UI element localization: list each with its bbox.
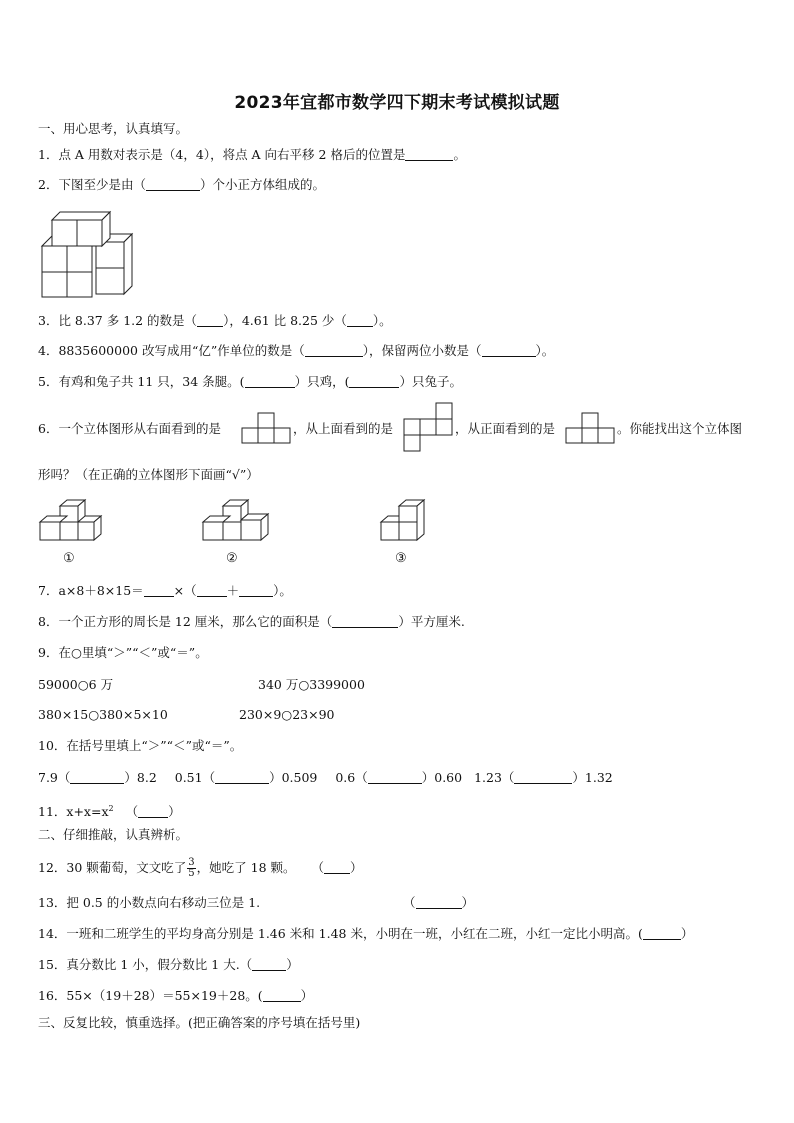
q10-item-3-a: 0.6（ (335, 770, 368, 785)
q1-answer-blank[interactable] (405, 148, 453, 161)
q7-blank-2[interactable] (197, 584, 227, 597)
q15-text: 15．真分数比 1 小，假分数比 1 大.（ (38, 957, 253, 972)
option-1-solid (38, 498, 104, 546)
option-3-label[interactable]: ③ (395, 551, 407, 566)
question-9: 9．在○里填“＞”“＜”或“＝”。 (38, 645, 208, 660)
q16-blank[interactable] (263, 989, 301, 1002)
question-4 (38, 343, 554, 359)
q6-text-c: ，从正面看到的是 (455, 421, 556, 436)
q5-text: 5．有鸡和兔子共 11 只，34 条腿。( (38, 374, 245, 389)
front-view-figure (566, 413, 616, 445)
q3-text-mid: ），4.61 比 8.25 少（ (223, 313, 347, 328)
q10-blank-2[interactable] (215, 771, 269, 784)
q14-paren-close: ） (680, 926, 694, 941)
q16-paren-close: ） (300, 988, 314, 1003)
q2-text-end: ）个小正方体组成的。 (199, 177, 325, 192)
q3-blank-2[interactable] (347, 314, 373, 327)
page-title: 2023年宜都市数学四下期末考试模拟试题 (234, 93, 560, 113)
q12-text-b: ，她吃了 18 颗。 (196, 860, 296, 875)
q7-blank-3[interactable] (239, 584, 273, 597)
q7-text-c: ＋ (226, 583, 240, 598)
q6-text-d: 。你能找出这个立体图 (617, 421, 743, 436)
q10-item-4-a: 1.23（ (474, 770, 515, 785)
q13-blank[interactable] (416, 896, 462, 909)
q6-text-e: 形吗？（在正确的立体图形下面画“√”） (38, 467, 259, 482)
q11-superscript: 2 (108, 804, 114, 813)
q12-denominator: 5 (188, 868, 195, 879)
q10-item-1-a: 7.9（ (38, 770, 71, 785)
q8-text-end: ）平方厘米. (398, 614, 465, 629)
q3-blank-1[interactable] (197, 314, 223, 327)
q2-text: 2．下图至少是由（ (38, 177, 146, 192)
section-3-heading: 三、反复比较，慎重选择。(把正确答案的序号填在括号里) (38, 1015, 361, 1030)
q5-blank-1[interactable] (245, 375, 295, 388)
q12-fraction (187, 858, 195, 879)
q11-text: 11．x+x=x (38, 804, 109, 820)
q5-text-end: ）只兔子。 (399, 374, 462, 389)
q5-blank-2[interactable] (349, 375, 399, 388)
option-2-label[interactable]: ② (226, 551, 238, 566)
q12-text: 12．30 颗葡萄，文文吃了 (38, 860, 187, 875)
q10-blank-4[interactable] (514, 771, 572, 784)
q5-text-mid: ）只鸡，( (294, 374, 350, 389)
cube-stack-figure (40, 210, 136, 300)
question-2 (38, 177, 325, 193)
q8-text: 8．一个正方形的周长是 12 厘米，那么它的面积是（ (38, 614, 333, 629)
q1-text: 1．点 A 用数对表示是（4，4），将点 A 向右平移 2 格后的位置是 (38, 147, 406, 162)
question-13: 13．把 0.5 的小数点向右移动三位是 1. (38, 895, 261, 910)
q8-blank[interactable] (332, 615, 398, 628)
q10-items (38, 770, 613, 786)
question-3 (38, 313, 392, 329)
q12-paren-close: ） (350, 860, 363, 875)
question-16 (38, 988, 313, 1004)
q4-text-end: ）。 (535, 343, 555, 358)
q7-blank-1[interactable] (144, 584, 174, 597)
option-3-solid (379, 498, 429, 546)
q13-answer (403, 895, 474, 911)
q2-answer-blank[interactable] (146, 178, 200, 191)
right-view-figure (242, 413, 292, 445)
q4-text: 4．8835600000 改写成用“亿”作单位的数是（ (38, 343, 305, 358)
question-5 (38, 374, 462, 390)
q9-item-4: 230×9○23×90 (239, 707, 335, 722)
question-14 (38, 926, 693, 942)
q9-item-3: 380×15○380×5×10 (38, 707, 168, 722)
section-1-heading: 一、用心思考，认真填写。 (38, 121, 189, 136)
q4-blank-1[interactable] (305, 344, 363, 357)
q6-text-a: 6．一个立体图形从右面看到的是 (38, 421, 221, 436)
question-10: 10．在括号里填上“＞”“＜”或“＝”。 (38, 738, 243, 753)
top-view-figure (404, 403, 454, 453)
q4-text-mid: ），保留两位小数是（ (362, 343, 482, 358)
q11-paren-open: （ (125, 804, 139, 820)
q10-item-2-a: 0.51（ (174, 770, 216, 785)
question-11 (38, 801, 181, 820)
q10-item-3-b: ）0.60 (421, 770, 463, 785)
option-1-label[interactable]: ① (63, 551, 75, 566)
question-1 (38, 147, 466, 163)
q10-blank-3[interactable] (368, 771, 422, 784)
question-7 (38, 583, 292, 599)
q7-text-d: ）。 (273, 583, 292, 598)
q12-blank[interactable] (324, 861, 350, 874)
q15-paren-close: ） (286, 957, 299, 972)
section-2-heading: 二、仔细推敲，认真辨析。 (38, 827, 189, 842)
q13-paren-close: ） (461, 895, 475, 910)
q14-blank[interactable] (643, 927, 681, 940)
q12-numerator: 3 (188, 857, 195, 868)
q6-text-b: ，从上面看到的是 (293, 421, 394, 436)
q16-text: 16．55×（19＋28）＝55×19＋28。( (38, 988, 263, 1003)
q9-item-2: 340 万○3399000 (258, 677, 365, 692)
q10-item-2-b: ）0.509 (269, 770, 318, 785)
q9-item-1: 59000○6 万 (38, 677, 114, 692)
q10-item-1-b: ）8.2 (124, 770, 157, 785)
q14-text: 14．一班和二班学生的平均身高分别是 1.46 米和 1.48 米，小明在一班，小红在二班，小红一定比小明高。( (38, 926, 643, 941)
q11-blank[interactable] (138, 805, 168, 818)
q15-blank[interactable] (252, 958, 286, 971)
q10-blank-1[interactable] (70, 771, 124, 784)
q10-item-4-b: ）1.32 (572, 770, 613, 785)
question-15 (38, 957, 299, 973)
q3-text-end: ）。 (372, 313, 392, 328)
q4-blank-2[interactable] (482, 344, 536, 357)
q1-end: 。 (453, 147, 466, 162)
q7-text-b: ×（ (173, 583, 197, 598)
q13-paren-open: （ (403, 895, 416, 910)
q3-text: 3．比 8.37 多 1.2 的数是（ (38, 313, 198, 328)
question-12 (38, 858, 363, 879)
question-8 (38, 614, 465, 630)
option-2-solid (201, 498, 271, 546)
q11-paren-close: ） (168, 804, 181, 820)
q7-text: 7．a×8＋8×15＝ (38, 583, 144, 598)
q12-paren-open: （ (311, 860, 325, 875)
